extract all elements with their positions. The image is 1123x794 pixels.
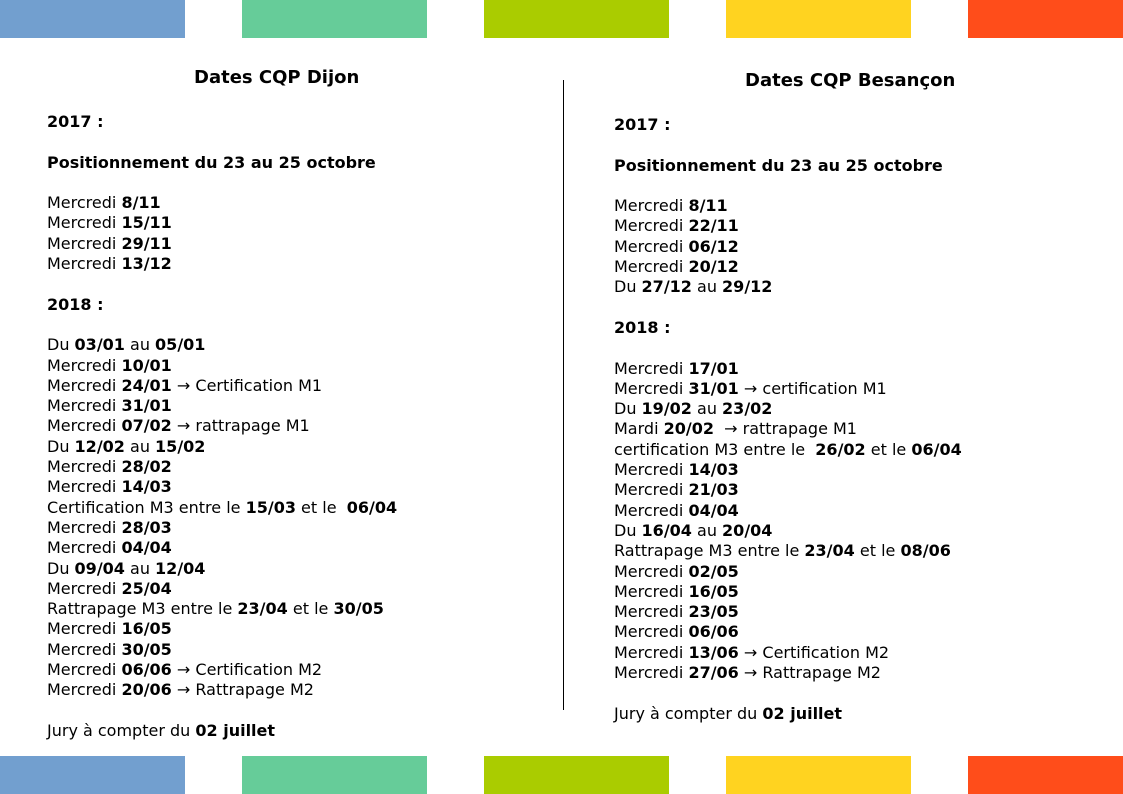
- date-value: 31/01: [121, 396, 172, 416]
- color-block-green: [242, 756, 427, 794]
- date-text: → Certification M1: [171, 375, 323, 395]
- date-value: 02 juillet: [195, 720, 276, 740]
- date-value: 19/02: [641, 399, 692, 419]
- date-text: Jury à compter du: [614, 703, 763, 723]
- date-text: Mercredi: [47, 193, 122, 213]
- date-text: et le: [854, 541, 901, 561]
- date-value: 07/02: [121, 416, 172, 436]
- bottom-color-band: [0, 756, 1123, 794]
- date-line: [614, 480, 1094, 500]
- date-line: [614, 257, 1094, 277]
- date-text: Mercredi: [47, 396, 122, 416]
- date-line: [614, 196, 1094, 216]
- date-text: Mercredi: [47, 639, 122, 659]
- date-text: certification M3 entre le: [614, 439, 816, 459]
- date-value: 23/05: [688, 602, 739, 622]
- date-line: [47, 538, 527, 558]
- date-text: → Rattrapage M2: [171, 680, 314, 700]
- date-text: Mercredi: [47, 254, 122, 274]
- date-text: et le: [287, 599, 334, 619]
- date-text: et le: [865, 439, 912, 459]
- date-text: Du: [47, 335, 75, 355]
- color-block-blue: [0, 0, 185, 38]
- date-text: Rattrapage M3 entre le: [47, 599, 238, 619]
- date-line: [614, 541, 1094, 561]
- date-text: Du: [614, 277, 642, 297]
- besancon-title: Dates CQP Besançon: [745, 70, 956, 91]
- color-block-orange: [968, 756, 1123, 794]
- date-line: [47, 335, 527, 355]
- color-block-yellow: [726, 0, 911, 38]
- besancon-year-2018: 2018 :: [614, 317, 671, 337]
- column-divider: [563, 80, 564, 710]
- date-text: au: [691, 277, 723, 297]
- date-text: Mercredi: [614, 663, 689, 683]
- date-value: 15/02: [155, 436, 206, 456]
- date-text: → rattrapage M1: [171, 416, 310, 436]
- date-line: [47, 376, 527, 396]
- date-line: [614, 399, 1094, 419]
- date-value: 06/12: [688, 236, 739, 256]
- date-text: Mercredi: [47, 355, 122, 375]
- date-line: [614, 460, 1094, 480]
- color-block-green: [242, 0, 427, 38]
- date-line: [47, 254, 527, 274]
- color-block-yellow: [726, 756, 911, 794]
- date-value: 05/01: [155, 335, 206, 355]
- date-text: Mercredi: [614, 480, 689, 500]
- date-text: Mercredi: [614, 500, 689, 520]
- date-line: [614, 216, 1094, 236]
- date-text: Mercredi: [614, 602, 689, 622]
- date-value: 24/01: [121, 375, 172, 395]
- date-line: [47, 640, 527, 660]
- date-text: au: [124, 436, 156, 456]
- date-value: 28/03: [121, 517, 172, 537]
- date-line: [47, 234, 527, 254]
- date-line: [47, 193, 527, 213]
- date-value: 25/04: [121, 578, 172, 598]
- date-text: Mercredi: [47, 538, 122, 558]
- date-text: Du: [47, 558, 75, 578]
- date-value: 8/11: [121, 193, 161, 213]
- dijon-column: [47, 60, 527, 741]
- date-text: → Certification M2: [171, 660, 323, 680]
- date-line: [47, 477, 527, 497]
- date-text: Mercredi: [614, 236, 689, 256]
- date-value: 30/05: [333, 599, 384, 619]
- date-text: au: [691, 399, 723, 419]
- date-line: [614, 602, 1094, 622]
- date-value: 16/05: [121, 619, 172, 639]
- date-value: 16/05: [688, 581, 739, 601]
- date-text: Mercredi: [47, 375, 122, 395]
- date-line: [614, 277, 1094, 297]
- date-line: [47, 579, 527, 599]
- date-value: 06/06: [121, 660, 172, 680]
- date-text: Mercredi: [614, 642, 689, 662]
- date-text: Jury à compter du: [47, 720, 196, 740]
- date-line: [614, 359, 1094, 379]
- date-text: Mercredi: [614, 378, 689, 398]
- date-value: 06/06: [688, 622, 739, 642]
- color-block-blue: [0, 756, 185, 794]
- top-color-band: [0, 0, 1123, 38]
- date-value: 12/04: [155, 558, 206, 578]
- color-block-lime: [484, 0, 669, 38]
- date-line: [614, 419, 1094, 439]
- date-text: Du: [614, 520, 642, 540]
- date-text: Mardi: [614, 419, 664, 439]
- date-value: 17/01: [688, 358, 739, 378]
- besancon-positionnement: Positionnement du 23 au 25 octobre: [614, 155, 943, 175]
- date-value: 30/05: [121, 639, 172, 659]
- date-text: Mercredi: [614, 460, 689, 480]
- date-value: 04/04: [121, 538, 172, 558]
- date-line: [47, 213, 527, 233]
- dijon-positionnement: Positionnement du 23 au 25 octobre: [47, 152, 376, 172]
- date-value: 12/02: [74, 436, 125, 456]
- date-line: [614, 582, 1094, 602]
- date-text: → certification M1: [738, 378, 887, 398]
- date-text: Du: [47, 436, 75, 456]
- date-line: [614, 622, 1094, 642]
- date-value: 06/04: [346, 497, 398, 517]
- date-line: [47, 599, 527, 619]
- date-value: 08/06: [900, 541, 951, 561]
- dijon-list-2017: [47, 193, 527, 274]
- date-value: 15/03: [245, 497, 296, 517]
- date-line: [47, 356, 527, 376]
- date-value: 10/01: [121, 355, 172, 375]
- date-value: 14/03: [688, 460, 739, 480]
- date-value: 29/11: [121, 233, 172, 253]
- besancon-list-2017: [614, 196, 1094, 297]
- date-text: Mercredi: [47, 517, 122, 537]
- color-block-orange: [968, 0, 1123, 38]
- date-line: [47, 619, 527, 639]
- date-text: Mercredi: [614, 358, 689, 378]
- date-text: Mercredi: [614, 561, 689, 581]
- date-text: au: [124, 558, 156, 578]
- date-value: 03/01: [74, 335, 125, 355]
- date-text: Mercredi: [614, 581, 689, 601]
- date-line: [614, 521, 1094, 541]
- date-value: 15/11: [121, 213, 172, 233]
- besancon-jury: [614, 704, 1094, 724]
- date-value: 23/04: [804, 541, 855, 561]
- date-line: [47, 680, 527, 700]
- date-line: [614, 501, 1094, 521]
- date-text: Certification M3 entre le: [47, 497, 246, 517]
- date-text: → rattrapage M1: [713, 419, 857, 439]
- date-line: [47, 437, 527, 457]
- date-line: [614, 237, 1094, 257]
- date-text: Mercredi: [47, 213, 122, 233]
- date-text: Mercredi: [47, 660, 122, 680]
- date-text: Mercredi: [47, 416, 122, 436]
- date-value: 09/04: [74, 558, 125, 578]
- date-text: Mercredi: [47, 477, 122, 497]
- date-value: 8/11: [688, 196, 728, 216]
- date-text: → Certification M2: [738, 642, 890, 662]
- date-text: Mercredi: [47, 457, 122, 477]
- date-value: 27/06: [688, 663, 739, 683]
- date-value: 13/06: [688, 642, 739, 662]
- date-value: 02 juillet: [762, 703, 843, 723]
- date-value: 27/12: [641, 277, 692, 297]
- date-value: 20/02: [663, 419, 714, 439]
- date-value: 28/02: [121, 457, 172, 477]
- date-text: Du: [614, 399, 642, 419]
- date-text: Mercredi: [614, 216, 689, 236]
- date-line: [614, 379, 1094, 399]
- date-text: Mercredi: [47, 578, 122, 598]
- date-value: 22/11: [688, 216, 739, 236]
- date-text: Mercredi: [47, 619, 122, 639]
- date-text: Mercredi: [614, 257, 689, 277]
- date-line: [47, 416, 527, 436]
- date-value: 29/12: [722, 277, 773, 297]
- dijon-list-2018: [47, 335, 527, 700]
- date-text: Mercredi: [47, 680, 122, 700]
- date-value: 23/04: [237, 599, 288, 619]
- date-line: [614, 440, 1094, 460]
- date-text: au: [691, 520, 723, 540]
- date-line: [47, 457, 527, 477]
- date-value: 21/03: [688, 480, 739, 500]
- dijon-year-2018: 2018 :: [47, 294, 104, 314]
- date-value: 31/01: [688, 378, 739, 398]
- dijon-title: Dates CQP Dijon: [194, 67, 360, 88]
- date-value: 26/02: [815, 439, 866, 459]
- date-line: [614, 562, 1094, 582]
- date-text: Mercredi: [614, 196, 689, 216]
- date-line: [47, 498, 527, 518]
- date-value: 13/12: [121, 254, 172, 274]
- besancon-year-2017: 2017 :: [614, 115, 671, 134]
- date-text: Mercredi: [614, 622, 689, 642]
- date-value: 14/03: [121, 477, 172, 497]
- date-value: 20/12: [688, 257, 739, 277]
- besancon-list-2018: [614, 359, 1094, 684]
- date-line: [47, 660, 527, 680]
- date-value: 06/04: [911, 439, 962, 459]
- date-value: 20/06: [121, 680, 172, 700]
- date-line: [614, 663, 1094, 683]
- date-text: Rattrapage M3 entre le: [614, 541, 805, 561]
- besancon-column: [614, 63, 1094, 724]
- date-value: 02/05: [688, 561, 739, 581]
- dijon-year-2017: 2017 :: [47, 112, 104, 131]
- date-line: [47, 559, 527, 579]
- color-block-lime: [484, 756, 669, 794]
- date-value: 16/04: [641, 520, 692, 540]
- date-text: → Rattrapage M2: [738, 663, 881, 683]
- date-line: [47, 396, 527, 416]
- date-value: 20/04: [722, 520, 773, 540]
- date-value: 04/04: [688, 500, 739, 520]
- date-line: [614, 643, 1094, 663]
- date-text: et le: [295, 497, 347, 517]
- date-line: [47, 518, 527, 538]
- date-text: au: [124, 335, 156, 355]
- date-value: 23/02: [722, 399, 773, 419]
- date-text: Mercredi: [47, 233, 122, 253]
- dijon-jury: [47, 721, 527, 741]
